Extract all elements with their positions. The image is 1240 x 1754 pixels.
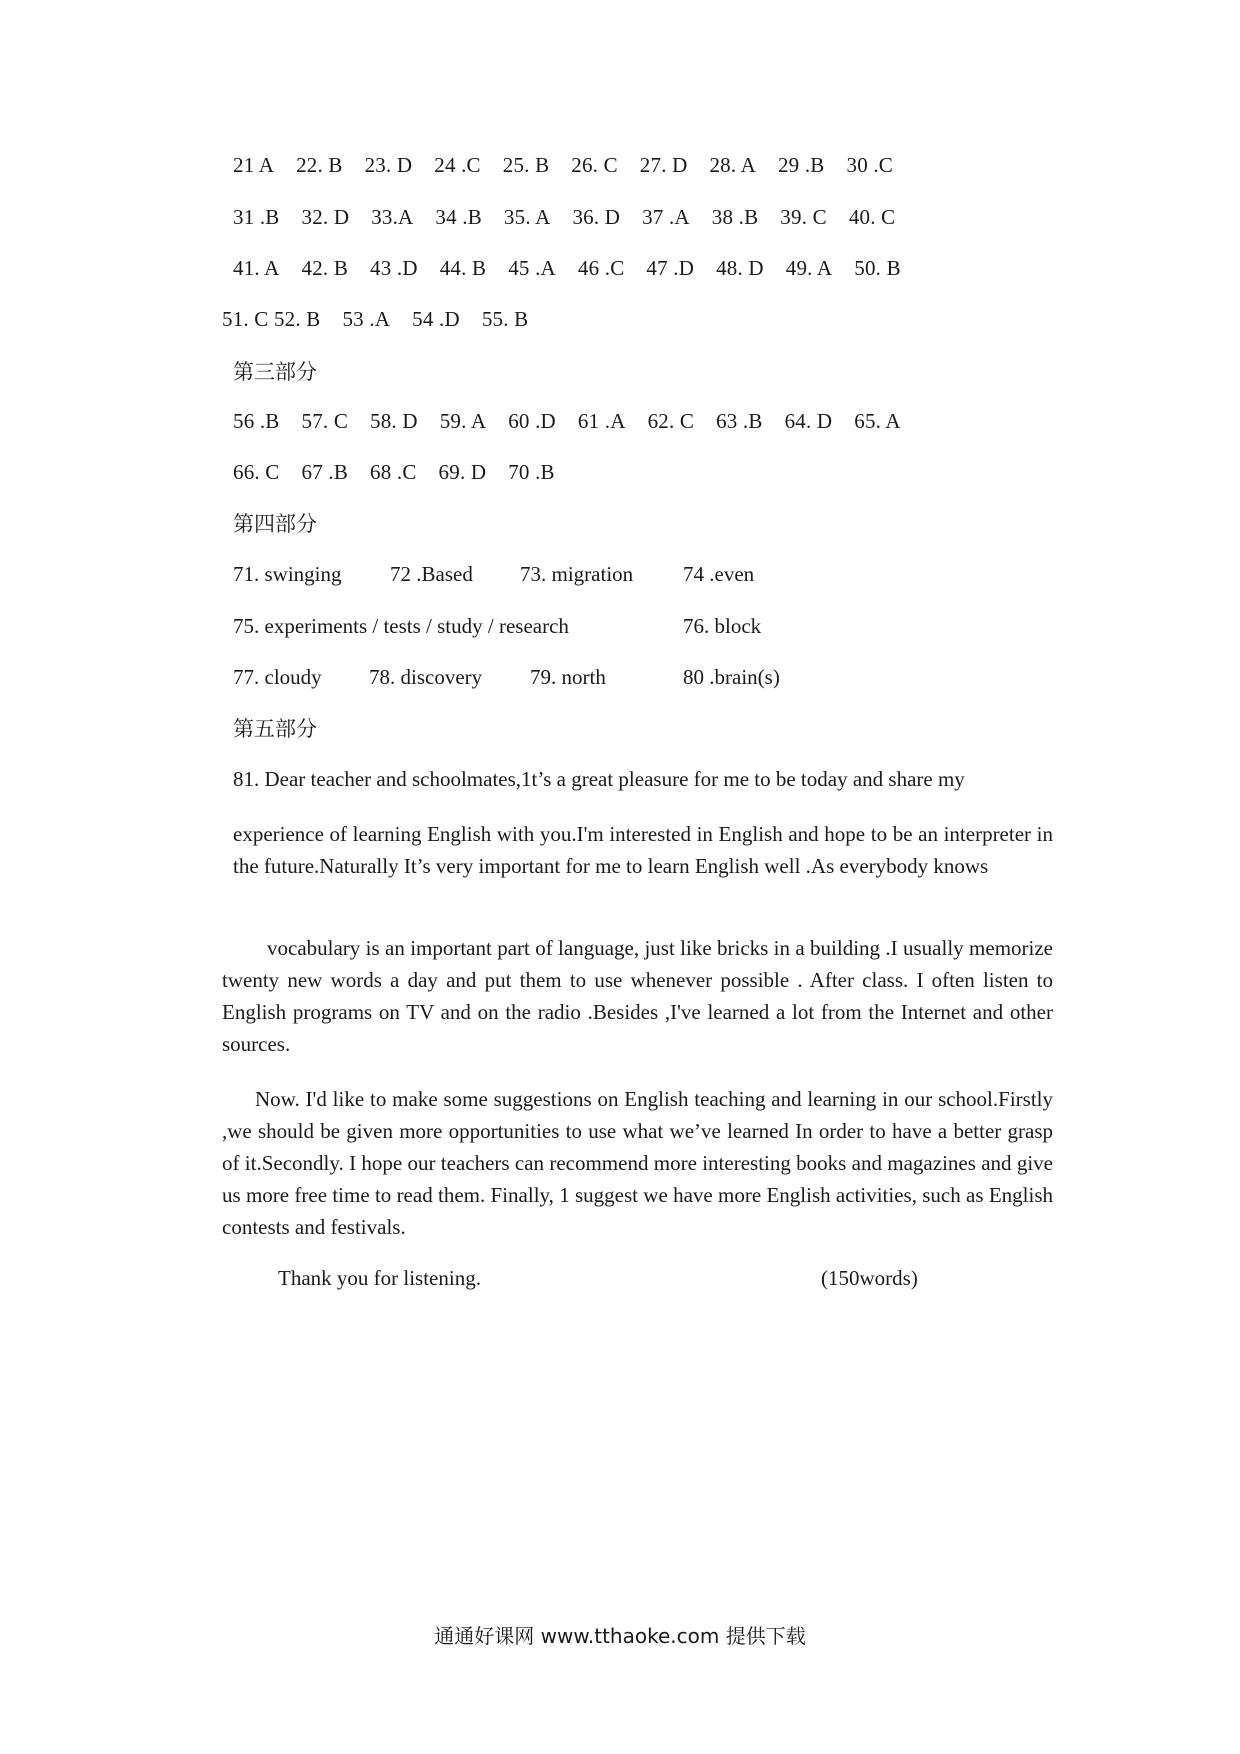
answer-item: 41. A bbox=[233, 256, 280, 280]
answers-row-51-55 bbox=[222, 307, 550, 332]
answer-item: 55. B bbox=[481, 307, 529, 331]
essay-closing: Thank you for listening. bbox=[278, 1266, 481, 1290]
answer-item: 36. D bbox=[572, 205, 621, 229]
fill-answer: 73. migration bbox=[520, 562, 634, 586]
answer-item: 66. C bbox=[233, 460, 280, 484]
answer-item: 63 .B bbox=[716, 409, 763, 433]
answers-row-31-40 bbox=[233, 205, 917, 230]
answer-item: 59. A bbox=[439, 409, 487, 433]
section4-heading: 第四部分 bbox=[233, 512, 317, 536]
answer-item: 38 .B bbox=[711, 205, 759, 229]
answers-row-21-30 bbox=[233, 153, 915, 178]
answer-item: 26. C bbox=[571, 153, 618, 177]
answer-item: 40. C bbox=[848, 205, 896, 229]
answer-item: 68 .C bbox=[370, 460, 417, 484]
answer-item: 46 .C bbox=[577, 256, 625, 280]
section5-heading: 第五部分 bbox=[233, 717, 317, 741]
fill-row-75-76 bbox=[233, 614, 761, 639]
answer-item: 60 .D bbox=[508, 409, 556, 433]
answer-item: 25. B bbox=[502, 153, 550, 177]
fill-answer: 74 .even bbox=[683, 562, 755, 586]
answer-item: 43 .D bbox=[370, 256, 418, 280]
answer-item: 50. B bbox=[854, 256, 901, 280]
essay-paragraph: experience of learning English with you.I'm interested in English and hope to be an interpreter in the future.Naturally It’s very important for me to learn English well .As everybody knows bbox=[233, 822, 1053, 878]
essay-opening-line: 81. Dear teacher and schoolmates,1t’s a great pleasure for me to be today and share my bbox=[233, 767, 965, 791]
answer-item: 48. D bbox=[716, 256, 764, 280]
answer-item: 70 .B bbox=[508, 460, 555, 484]
answer-item: 22. B bbox=[296, 153, 343, 177]
answer-item: 61 .A bbox=[577, 409, 626, 433]
fill-answer: 77. cloudy bbox=[233, 665, 322, 689]
fill-answer: 72 .Based bbox=[390, 562, 473, 586]
answer-item: 44. B bbox=[439, 256, 487, 280]
answer-item: 54 .D bbox=[412, 307, 460, 331]
answer-item: 67 .B bbox=[301, 460, 349, 484]
answers-row-66-70 bbox=[233, 460, 577, 485]
answer-item: 65. A bbox=[854, 409, 901, 433]
answer-item: 23. D bbox=[364, 153, 413, 177]
answer-item: 27. D bbox=[639, 153, 688, 177]
answer-item: 34 .B bbox=[435, 205, 482, 229]
essay-paragraph: Now. I'd like to make some suggestions on English teaching and learning in our school.Firstly ,we should be given more opportunities to use what we’ve learned In order to have a better grasp of it.Secondly. I hope our teachers can recommend more interesting books and magazines and give us more free time to read them. Finally, 1 suggest we have more English activities, such as English contests and festivals. bbox=[222, 1087, 1053, 1239]
answer-item: 37 .A bbox=[642, 205, 690, 229]
answer-item: 35. A bbox=[503, 205, 551, 229]
answer-item: 64. D bbox=[784, 409, 833, 433]
answer-item: 56 .B bbox=[233, 409, 280, 433]
answer-item: 49. A bbox=[785, 256, 833, 280]
word-count: (150words) bbox=[821, 1266, 918, 1290]
answer-item: 53 .A bbox=[342, 307, 391, 331]
section3-heading: 第三部分 bbox=[233, 360, 317, 384]
fill-answer: 76. block bbox=[683, 614, 762, 638]
answer-item: 58. D bbox=[370, 409, 418, 433]
essay-paragraph: vocabulary is an important part of language, just like bricks in a building .I usually memorize twenty new words a day and put them to use whenever possible . After class. I often listen to English programs on TV and on the radio .Besides ,I've learned a lot from the Internet and other sources. bbox=[222, 936, 1053, 1056]
answer-item: 62. C bbox=[647, 409, 695, 433]
fill-row-71-74 bbox=[233, 562, 754, 587]
answer-item: 45 .A bbox=[508, 256, 556, 280]
fill-answer: 78. discovery bbox=[369, 665, 483, 689]
fill-answer: 79. north bbox=[530, 665, 606, 689]
fill-answer: 75. experiments / tests / study / research bbox=[233, 614, 569, 638]
answer-item: 39. C bbox=[780, 205, 827, 229]
answer-item: 42. B bbox=[301, 256, 349, 280]
answer-item: 33.A bbox=[371, 205, 414, 229]
answer-item: 24 .C bbox=[434, 153, 481, 177]
fill-answer: 71. swinging bbox=[233, 562, 342, 586]
footer-watermark: 通通好课网 www.tthaoke.com 提供下载 bbox=[434, 1624, 806, 1648]
fill-answer: 80 .brain(s) bbox=[683, 665, 780, 689]
answer-item: 47 .D bbox=[646, 256, 695, 280]
fill-row-77-80 bbox=[233, 665, 780, 690]
answer-item: 31 .B bbox=[233, 205, 280, 229]
answer-item: 28. A bbox=[709, 153, 756, 177]
answer-item: 57. C bbox=[301, 409, 349, 433]
answer-item: 29 .B bbox=[777, 153, 825, 177]
answer-item: 21 A bbox=[233, 153, 275, 177]
answers-row-41-50 bbox=[233, 256, 923, 281]
answers-row-56-65 bbox=[233, 409, 923, 434]
answer-item: 51. C 52. B bbox=[222, 307, 321, 331]
answer-item: 30 .C bbox=[846, 153, 894, 177]
answer-item: 32. D bbox=[301, 205, 350, 229]
answer-item: 69. D bbox=[438, 460, 487, 484]
